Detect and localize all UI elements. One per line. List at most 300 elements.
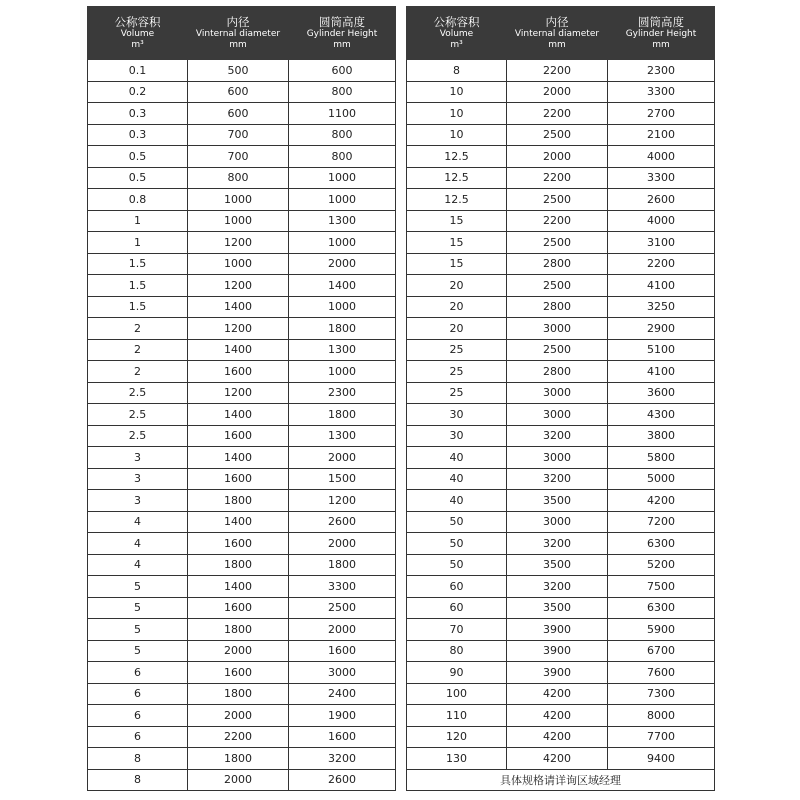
height-cell: 3250 bbox=[608, 296, 715, 318]
diameter-cell: 4200 bbox=[507, 705, 608, 727]
height-cell: 5000 bbox=[608, 468, 715, 490]
spec-table-left bbox=[87, 6, 396, 791]
height-cell: 3600 bbox=[608, 382, 715, 404]
table-row bbox=[88, 253, 396, 275]
header-unit: m³ bbox=[131, 40, 144, 50]
height-cell: 2000 bbox=[289, 619, 396, 641]
height-cell: 2000 bbox=[289, 533, 396, 555]
table-row bbox=[407, 576, 715, 598]
height-cell: 4000 bbox=[608, 210, 715, 232]
right-table-body bbox=[407, 60, 715, 770]
footer-row bbox=[407, 769, 715, 791]
table-row bbox=[88, 490, 396, 512]
table-row bbox=[88, 769, 396, 791]
volume-header bbox=[88, 7, 188, 60]
diameter-cell: 2200 bbox=[507, 60, 608, 82]
volume-cell: 25 bbox=[407, 361, 507, 383]
table-row bbox=[88, 60, 396, 82]
header-zh: 内径 bbox=[226, 15, 250, 29]
diameter-cell: 2000 bbox=[188, 640, 289, 662]
height-cell: 2500 bbox=[289, 597, 396, 619]
height-cell: 800 bbox=[289, 146, 396, 168]
height-cell: 1600 bbox=[289, 640, 396, 662]
height-cell: 2000 bbox=[289, 253, 396, 275]
height-cell: 2600 bbox=[608, 189, 715, 211]
volume-cell: 1.5 bbox=[88, 275, 188, 297]
volume-cell: 0.8 bbox=[88, 189, 188, 211]
volume-cell: 15 bbox=[407, 232, 507, 254]
volume-cell: 6 bbox=[88, 662, 188, 684]
height-cell: 1000 bbox=[289, 189, 396, 211]
volume-cell: 50 bbox=[407, 511, 507, 533]
header-zh: 公称容积 bbox=[114, 15, 161, 29]
height-cell: 3300 bbox=[289, 576, 396, 598]
table-row bbox=[88, 318, 396, 340]
table-row bbox=[88, 382, 396, 404]
volume-cell: 0.1 bbox=[88, 60, 188, 82]
table-row bbox=[407, 318, 715, 340]
header-en: Gylinder Height bbox=[306, 29, 378, 39]
table-row bbox=[88, 447, 396, 469]
diameter-cell: 1600 bbox=[188, 533, 289, 555]
table-row bbox=[407, 554, 715, 576]
diameter-cell: 3500 bbox=[507, 490, 608, 512]
diameter-cell: 4200 bbox=[507, 748, 608, 770]
height-cell: 1000 bbox=[289, 232, 396, 254]
table-row bbox=[407, 597, 715, 619]
table-row bbox=[407, 124, 715, 146]
volume-cell: 15 bbox=[407, 253, 507, 275]
volume-cell: 6 bbox=[88, 726, 188, 748]
height-cell: 1200 bbox=[289, 490, 396, 512]
height-cell: 2900 bbox=[608, 318, 715, 340]
table-row bbox=[407, 511, 715, 533]
diameter-cell: 4200 bbox=[507, 683, 608, 705]
height-cell: 1500 bbox=[289, 468, 396, 490]
volume-cell: 2 bbox=[88, 339, 188, 361]
header-zh: 圆筒高度 bbox=[638, 15, 684, 29]
table-row bbox=[407, 146, 715, 168]
volume-cell: 0.3 bbox=[88, 103, 188, 125]
height-cell: 5200 bbox=[608, 554, 715, 576]
volume-cell: 3 bbox=[88, 447, 188, 469]
diameter-cell: 1000 bbox=[188, 189, 289, 211]
table-row bbox=[407, 640, 715, 662]
footer-note: 具体规格请详询区域经理 bbox=[407, 769, 715, 791]
volume-cell: 12.5 bbox=[407, 189, 507, 211]
height-cell: 800 bbox=[289, 81, 396, 103]
height-cell: 3800 bbox=[608, 425, 715, 447]
diameter-cell: 2800 bbox=[507, 296, 608, 318]
diameter-cell: 800 bbox=[188, 167, 289, 189]
height-cell: 2600 bbox=[289, 769, 396, 791]
diameter-cell: 3200 bbox=[507, 576, 608, 598]
volume-cell: 5 bbox=[88, 597, 188, 619]
diameter-cell: 500 bbox=[188, 60, 289, 82]
volume-cell: 2.5 bbox=[88, 382, 188, 404]
volume-cell: 25 bbox=[407, 382, 507, 404]
volume-cell: 30 bbox=[407, 404, 507, 426]
volume-cell: 40 bbox=[407, 468, 507, 490]
table-row bbox=[407, 189, 715, 211]
volume-cell: 10 bbox=[407, 124, 507, 146]
diameter-cell: 2200 bbox=[507, 167, 608, 189]
table-row bbox=[407, 253, 715, 275]
diameter-cell: 3900 bbox=[507, 640, 608, 662]
volume-cell: 0.3 bbox=[88, 124, 188, 146]
volume-cell: 4 bbox=[88, 554, 188, 576]
diameter-cell: 1800 bbox=[188, 490, 289, 512]
volume-cell: 110 bbox=[407, 705, 507, 727]
diameter-cell: 1200 bbox=[188, 318, 289, 340]
volume-cell: 70 bbox=[407, 619, 507, 641]
height-cell: 2200 bbox=[608, 253, 715, 275]
table-row bbox=[407, 296, 715, 318]
diameter-cell: 1800 bbox=[188, 748, 289, 770]
volume-cell: 80 bbox=[407, 640, 507, 662]
height-cell: 4100 bbox=[608, 361, 715, 383]
header-en: Vinternal diameter bbox=[514, 29, 600, 39]
diameter-cell: 2500 bbox=[507, 275, 608, 297]
header-unit: mm bbox=[548, 40, 566, 50]
volume-cell: 50 bbox=[407, 554, 507, 576]
height-cell: 4200 bbox=[608, 490, 715, 512]
diameter-cell: 1600 bbox=[188, 468, 289, 490]
table-row bbox=[407, 232, 715, 254]
volume-cell: 1 bbox=[88, 232, 188, 254]
volume-cell: 6 bbox=[88, 705, 188, 727]
table-row bbox=[88, 189, 396, 211]
table-row bbox=[407, 726, 715, 748]
diameter-cell: 2500 bbox=[507, 339, 608, 361]
height-cell: 1300 bbox=[289, 339, 396, 361]
table-row bbox=[407, 404, 715, 426]
header-row bbox=[88, 7, 396, 60]
table-row bbox=[88, 232, 396, 254]
height-cell: 2300 bbox=[289, 382, 396, 404]
diameter-cell: 1200 bbox=[188, 232, 289, 254]
volume-cell: 100 bbox=[407, 683, 507, 705]
diameter-cell: 1600 bbox=[188, 425, 289, 447]
volume-cell: 20 bbox=[407, 296, 507, 318]
diameter-cell: 2800 bbox=[507, 361, 608, 383]
diameter-cell: 2500 bbox=[507, 232, 608, 254]
volume-cell: 90 bbox=[407, 662, 507, 684]
volume-cell: 2.5 bbox=[88, 404, 188, 426]
height-cell: 5900 bbox=[608, 619, 715, 641]
diameter-cell: 2000 bbox=[507, 81, 608, 103]
volume-cell: 20 bbox=[407, 275, 507, 297]
diameter-cell: 1400 bbox=[188, 511, 289, 533]
table-row bbox=[88, 597, 396, 619]
volume-cell: 50 bbox=[407, 533, 507, 555]
volume-cell: 60 bbox=[407, 597, 507, 619]
diameter-cell: 2800 bbox=[507, 253, 608, 275]
table-row bbox=[407, 533, 715, 555]
volume-header bbox=[407, 7, 507, 60]
diameter-cell: 1600 bbox=[188, 597, 289, 619]
table-row bbox=[88, 124, 396, 146]
volume-cell: 5 bbox=[88, 640, 188, 662]
header-unit: m³ bbox=[450, 40, 463, 50]
height-cell: 2300 bbox=[608, 60, 715, 82]
header-zh: 公称容积 bbox=[433, 15, 480, 29]
height-cell: 1300 bbox=[289, 210, 396, 232]
table-row bbox=[407, 103, 715, 125]
volume-cell: 5 bbox=[88, 576, 188, 598]
diameter-cell: 1800 bbox=[188, 683, 289, 705]
height-cell: 800 bbox=[289, 124, 396, 146]
volume-cell: 15 bbox=[407, 210, 507, 232]
diameter-header bbox=[507, 7, 608, 60]
height-cell: 2400 bbox=[289, 683, 396, 705]
volume-cell: 0.5 bbox=[88, 167, 188, 189]
volume-cell: 8 bbox=[88, 769, 188, 791]
height-cell: 8000 bbox=[608, 705, 715, 727]
table-row bbox=[88, 275, 396, 297]
table-row bbox=[88, 361, 396, 383]
volume-cell: 12.5 bbox=[407, 167, 507, 189]
table-row bbox=[88, 103, 396, 125]
table-row bbox=[407, 619, 715, 641]
table-row bbox=[407, 382, 715, 404]
volume-cell: 8 bbox=[407, 60, 507, 82]
table-row bbox=[88, 167, 396, 189]
diameter-cell: 3500 bbox=[507, 597, 608, 619]
table-row bbox=[407, 275, 715, 297]
header-en: Gylinder Height bbox=[625, 29, 697, 39]
diameter-cell: 3000 bbox=[507, 382, 608, 404]
diameter-cell: 3900 bbox=[507, 619, 608, 641]
table-row bbox=[88, 576, 396, 598]
height-cell: 600 bbox=[289, 60, 396, 82]
table-row bbox=[407, 60, 715, 82]
diameter-cell: 600 bbox=[188, 81, 289, 103]
diameter-cell: 2200 bbox=[507, 103, 608, 125]
height-cell: 2600 bbox=[289, 511, 396, 533]
diameter-cell: 1400 bbox=[188, 576, 289, 598]
table-row bbox=[88, 533, 396, 555]
height-cell: 1900 bbox=[289, 705, 396, 727]
table-row bbox=[407, 683, 715, 705]
header-zh: 内径 bbox=[545, 15, 569, 29]
volume-cell: 4 bbox=[88, 533, 188, 555]
header-zh: 圆筒高度 bbox=[319, 15, 365, 29]
height-cell: 1000 bbox=[289, 296, 396, 318]
height-cell: 2700 bbox=[608, 103, 715, 125]
diameter-cell: 3000 bbox=[507, 447, 608, 469]
diameter-cell: 2000 bbox=[507, 146, 608, 168]
diameter-cell: 1600 bbox=[188, 361, 289, 383]
volume-cell: 130 bbox=[407, 748, 507, 770]
table-row bbox=[407, 167, 715, 189]
volume-cell: 5 bbox=[88, 619, 188, 641]
table-row bbox=[407, 339, 715, 361]
volume-cell: 120 bbox=[407, 726, 507, 748]
height-cell: 3000 bbox=[289, 662, 396, 684]
table-row bbox=[407, 361, 715, 383]
diameter-cell: 2200 bbox=[507, 210, 608, 232]
table-row bbox=[88, 683, 396, 705]
diameter-cell: 1000 bbox=[188, 210, 289, 232]
diameter-cell: 1400 bbox=[188, 404, 289, 426]
diameter-cell: 1400 bbox=[188, 339, 289, 361]
height-cell: 1800 bbox=[289, 404, 396, 426]
diameter-cell: 4200 bbox=[507, 726, 608, 748]
volume-cell: 1.5 bbox=[88, 296, 188, 318]
table-row bbox=[407, 468, 715, 490]
diameter-cell: 3500 bbox=[507, 554, 608, 576]
volume-cell: 2.5 bbox=[88, 425, 188, 447]
header-en: Volume bbox=[439, 29, 474, 39]
height-cell: 2000 bbox=[289, 447, 396, 469]
diameter-header bbox=[188, 7, 289, 60]
volume-cell: 3 bbox=[88, 468, 188, 490]
table-row bbox=[407, 748, 715, 770]
table-row bbox=[88, 640, 396, 662]
volume-cell: 40 bbox=[407, 490, 507, 512]
diameter-cell: 600 bbox=[188, 103, 289, 125]
height-cell: 1400 bbox=[289, 275, 396, 297]
volume-cell: 8 bbox=[88, 748, 188, 770]
volume-cell: 10 bbox=[407, 81, 507, 103]
table-row bbox=[88, 705, 396, 727]
header-unit: mm bbox=[652, 40, 670, 50]
table-row bbox=[88, 296, 396, 318]
height-cell: 4000 bbox=[608, 146, 715, 168]
height-cell: 3200 bbox=[289, 748, 396, 770]
table-row bbox=[88, 554, 396, 576]
height-cell: 5100 bbox=[608, 339, 715, 361]
diameter-cell: 3000 bbox=[507, 511, 608, 533]
table-row bbox=[88, 146, 396, 168]
volume-cell: 1.5 bbox=[88, 253, 188, 275]
diameter-cell: 2200 bbox=[188, 726, 289, 748]
height-cell: 1300 bbox=[289, 425, 396, 447]
height-cell: 3300 bbox=[608, 167, 715, 189]
diameter-cell: 3900 bbox=[507, 662, 608, 684]
volume-cell: 25 bbox=[407, 339, 507, 361]
volume-cell: 2 bbox=[88, 318, 188, 340]
height-cell: 6700 bbox=[608, 640, 715, 662]
height-cell: 2100 bbox=[608, 124, 715, 146]
volume-cell: 20 bbox=[407, 318, 507, 340]
diameter-cell: 1000 bbox=[188, 253, 289, 275]
table-row bbox=[88, 425, 396, 447]
diameter-cell: 1800 bbox=[188, 619, 289, 641]
table-row bbox=[407, 447, 715, 469]
height-cell: 1000 bbox=[289, 167, 396, 189]
header-en: Volume bbox=[120, 29, 155, 39]
volume-cell: 2 bbox=[88, 361, 188, 383]
header-unit: mm bbox=[229, 40, 247, 50]
diameter-cell: 3000 bbox=[507, 404, 608, 426]
table-row bbox=[407, 81, 715, 103]
volume-cell: 6 bbox=[88, 683, 188, 705]
diameter-cell: 2000 bbox=[188, 705, 289, 727]
volume-cell: 40 bbox=[407, 447, 507, 469]
volume-cell: 0.2 bbox=[88, 81, 188, 103]
table-row bbox=[88, 748, 396, 770]
table-row bbox=[407, 490, 715, 512]
header-en: Vinternal diameter bbox=[195, 29, 281, 39]
diameter-cell: 3200 bbox=[507, 468, 608, 490]
volume-cell: 3 bbox=[88, 490, 188, 512]
diameter-cell: 3200 bbox=[507, 425, 608, 447]
height-cell: 6300 bbox=[608, 533, 715, 555]
table-row bbox=[88, 339, 396, 361]
diameter-cell: 3000 bbox=[507, 318, 608, 340]
diameter-cell: 2000 bbox=[188, 769, 289, 791]
table-row bbox=[407, 210, 715, 232]
height-cell: 1800 bbox=[289, 554, 396, 576]
volume-cell: 30 bbox=[407, 425, 507, 447]
spec-table-right bbox=[406, 6, 715, 791]
diameter-cell: 700 bbox=[188, 124, 289, 146]
height-cell: 9400 bbox=[608, 748, 715, 770]
height-cell: 6300 bbox=[608, 597, 715, 619]
volume-cell: 10 bbox=[407, 103, 507, 125]
left-table-body bbox=[88, 60, 396, 791]
table-row bbox=[407, 705, 715, 727]
height-cell: 7500 bbox=[608, 576, 715, 598]
volume-cell: 1 bbox=[88, 210, 188, 232]
height-cell: 7700 bbox=[608, 726, 715, 748]
header-unit: mm bbox=[333, 40, 351, 50]
height-cell: 3300 bbox=[608, 81, 715, 103]
table-row bbox=[88, 511, 396, 533]
diameter-cell: 1400 bbox=[188, 296, 289, 318]
height-cell: 4300 bbox=[608, 404, 715, 426]
height-cell: 1600 bbox=[289, 726, 396, 748]
diameter-cell: 1400 bbox=[188, 447, 289, 469]
diameter-cell: 1800 bbox=[188, 554, 289, 576]
table-row bbox=[88, 404, 396, 426]
diameter-cell: 1200 bbox=[188, 382, 289, 404]
table-row bbox=[88, 468, 396, 490]
height-cell: 4100 bbox=[608, 275, 715, 297]
height-header bbox=[608, 7, 715, 60]
height-cell: 7600 bbox=[608, 662, 715, 684]
volume-cell: 60 bbox=[407, 576, 507, 598]
volume-cell: 4 bbox=[88, 511, 188, 533]
header-row bbox=[407, 7, 715, 60]
table-row bbox=[407, 662, 715, 684]
height-header bbox=[289, 7, 396, 60]
diameter-cell: 1600 bbox=[188, 662, 289, 684]
diameter-cell: 1200 bbox=[188, 275, 289, 297]
table-row bbox=[88, 81, 396, 103]
volume-cell: 0.5 bbox=[88, 146, 188, 168]
diameter-cell: 3200 bbox=[507, 533, 608, 555]
height-cell: 5800 bbox=[608, 447, 715, 469]
height-cell: 1100 bbox=[289, 103, 396, 125]
table-row bbox=[88, 662, 396, 684]
volume-cell: 12.5 bbox=[407, 146, 507, 168]
table-row bbox=[88, 619, 396, 641]
height-cell: 7300 bbox=[608, 683, 715, 705]
height-cell: 3100 bbox=[608, 232, 715, 254]
height-cell: 7200 bbox=[608, 511, 715, 533]
table-row bbox=[88, 726, 396, 748]
diameter-cell: 2500 bbox=[507, 189, 608, 211]
height-cell: 1000 bbox=[289, 361, 396, 383]
diameter-cell: 2500 bbox=[507, 124, 608, 146]
diameter-cell: 700 bbox=[188, 146, 289, 168]
table-row bbox=[407, 425, 715, 447]
table-row bbox=[88, 210, 396, 232]
height-cell: 1800 bbox=[289, 318, 396, 340]
